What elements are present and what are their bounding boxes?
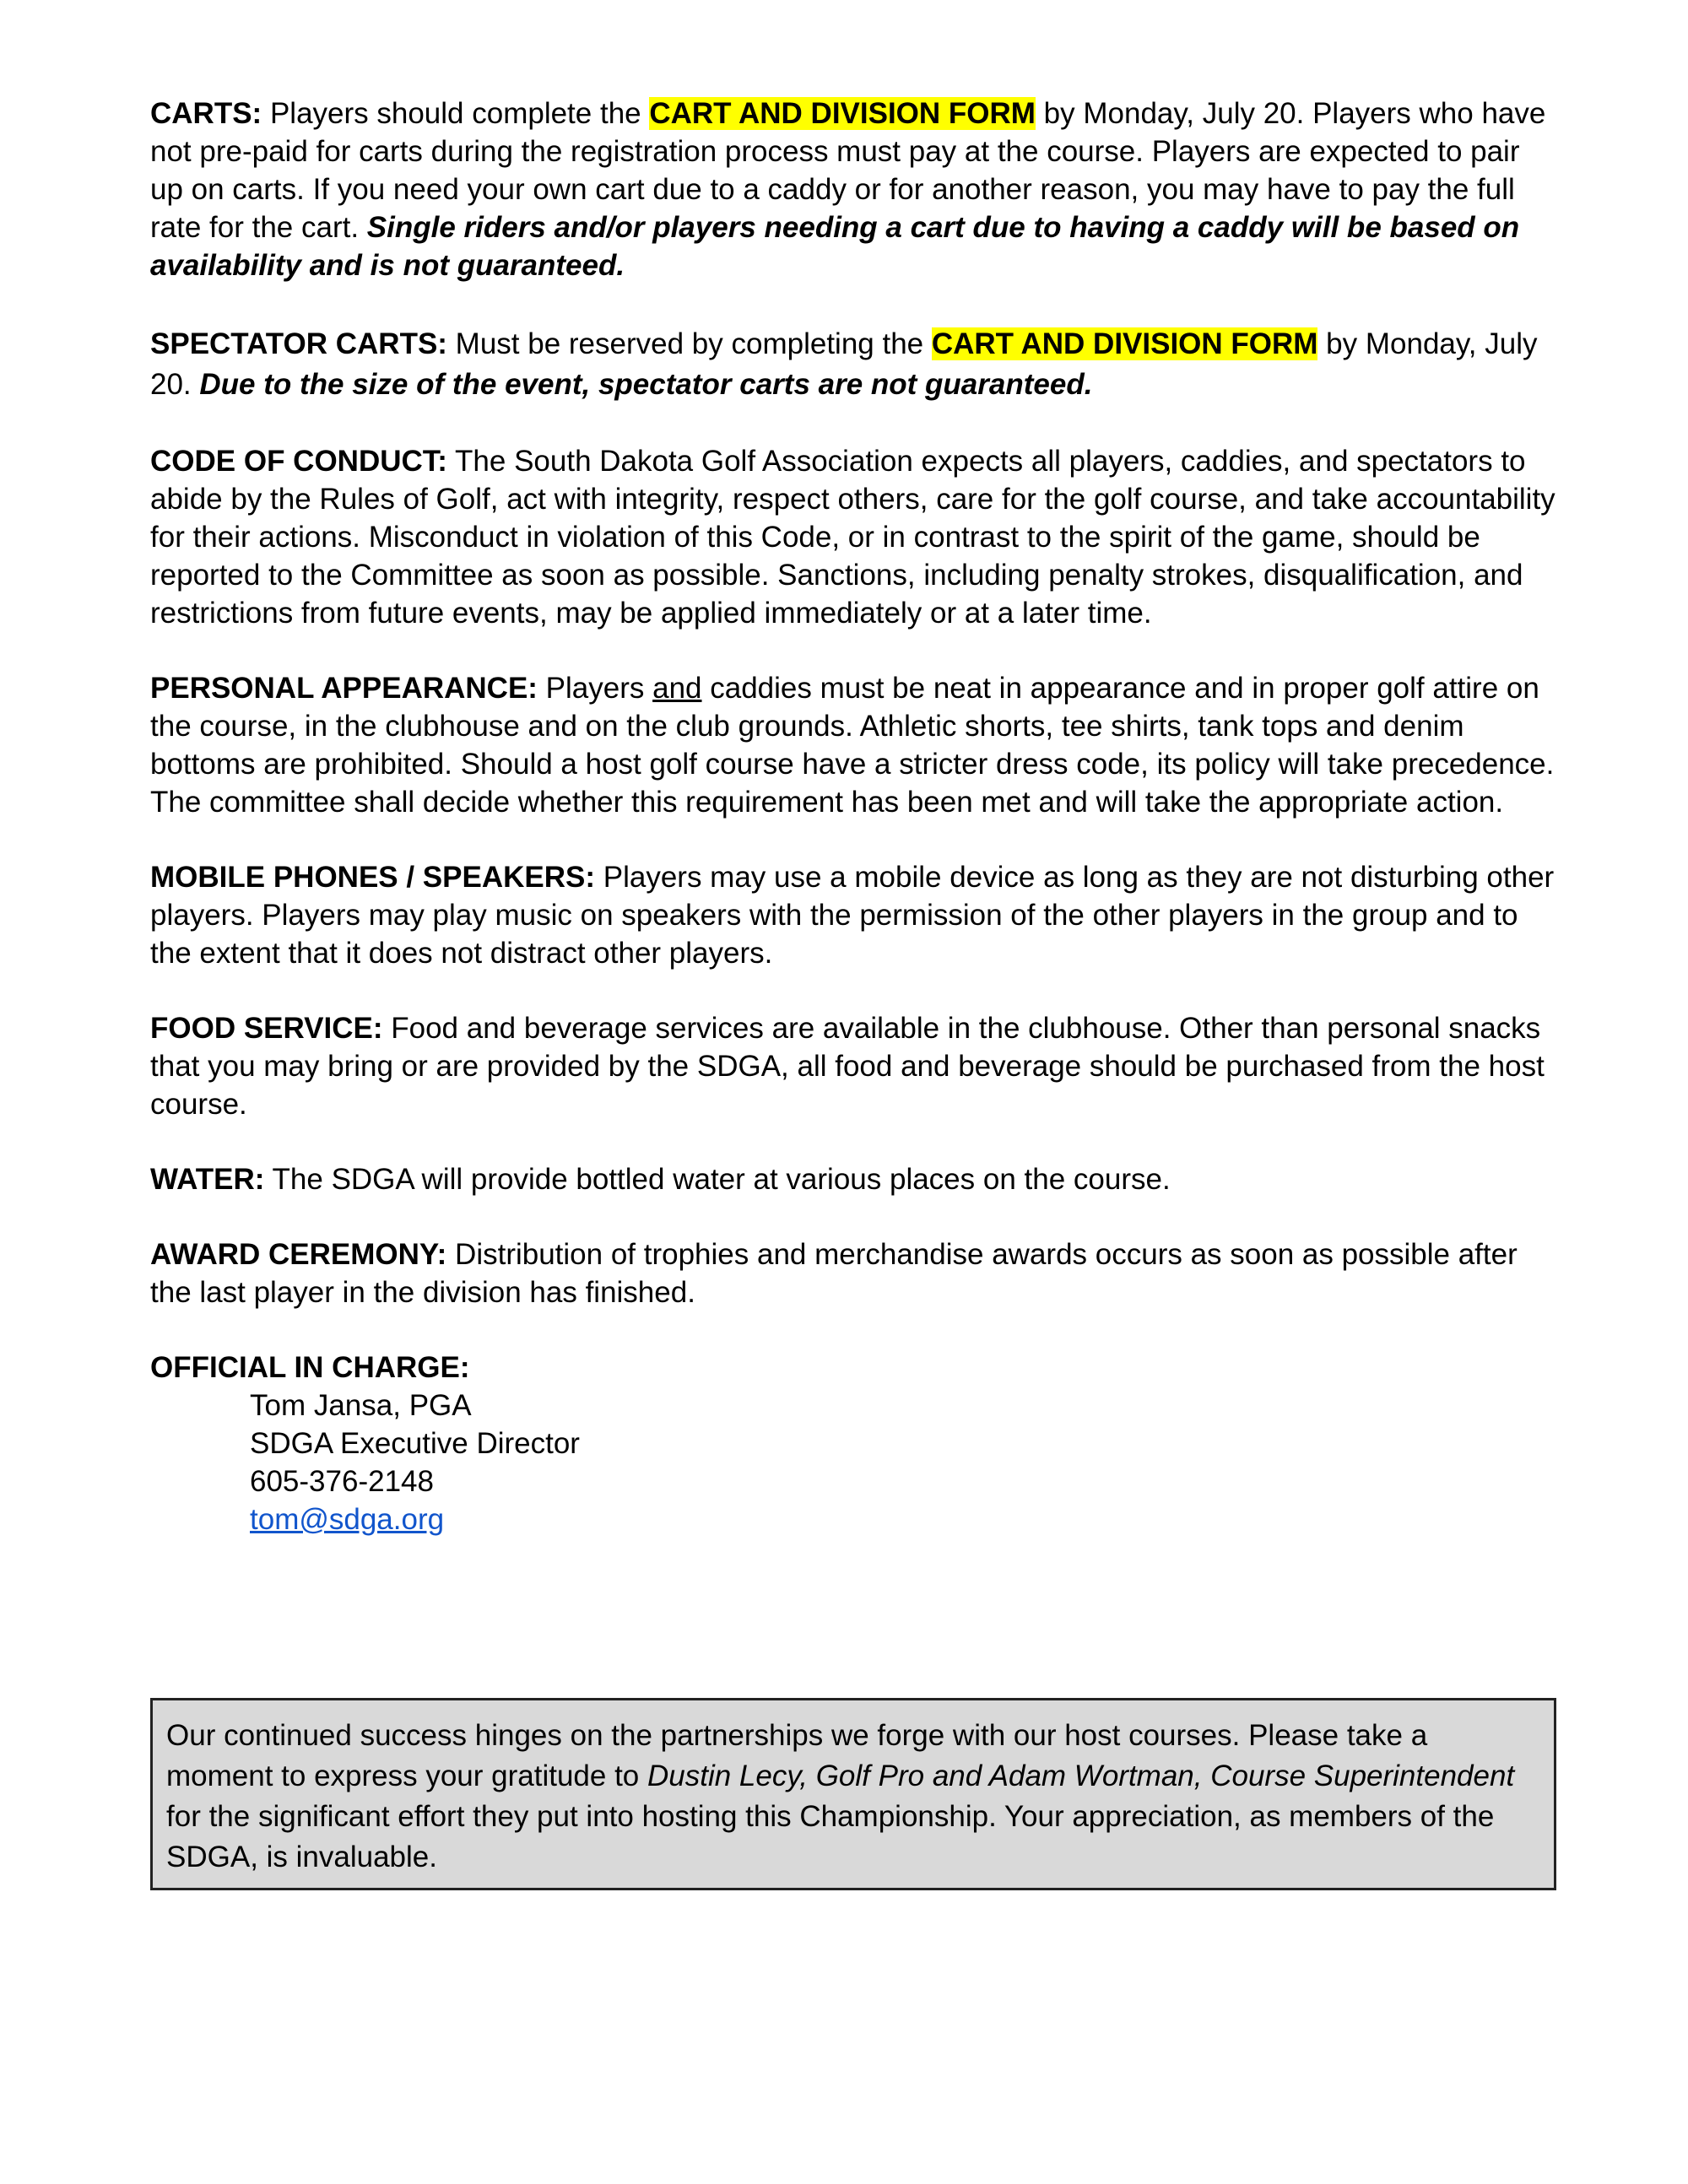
personal-appearance-text-1: Players — [537, 672, 653, 705]
carts-emphasis: Single riders and/or players needing a cart due to having a caddy will be based on availability and is not guaranteed. — [150, 211, 1520, 282]
personal-appearance-text-2: caddies must be neat in appearance and in proper golf attire on the course, in the clubhouse and on the club grounds. Athletic shorts, tee shirts, tank tops and denim bottoms are prohibited. Should a host golf course have a stricter dress code, its policy will take precedence. The committee shall decide whether this requirement has been met and will take the appropriate action. — [150, 672, 1555, 819]
personal-appearance-label: PERSONAL APPEARANCE: — [150, 672, 538, 705]
spectator-carts-section — [150, 324, 1556, 405]
carts-text-2: by Monday, July 20. Players who have not pre-paid for carts during the registration process must pay at the course. Players are expected to pair up on carts. If you need your own cart due to a caddy or for another reason, you may have to pay the full rate for the cart. — [150, 97, 1546, 244]
water-section — [150, 1160, 1556, 1198]
award-ceremony-section — [150, 1235, 1556, 1311]
water-text: The SDGA will provide bottled water at various places on the course. — [264, 1163, 1171, 1196]
carts-label: CARTS: — [150, 97, 262, 130]
carts-text-1: Players should complete the — [262, 97, 650, 130]
code-of-conduct-section — [150, 442, 1556, 632]
host-course-thanks-box — [150, 1698, 1556, 1890]
code-of-conduct-text: The South Dakota Golf Association expects all players, caddies, and spectators to abide by the Rules of Golf, act with integrity, respect others, care for the golf course, and take accountability for their actions. Misconduct in violation of this Code, or in contrast to the spirit of the game, should be reported to the Committee as soon as possible. Sanctions, including penalty strokes, disqualification, and restrictions from future events, may be applied immediately or at a later time. — [150, 445, 1555, 630]
thanks-text-2: for the significant effort they put into hosting this Championship. Your appreciation, as members of the SDGA, is invaluable. — [166, 1800, 1495, 1873]
personal-appearance-underlined: and — [652, 672, 702, 705]
spectator-cart-division-form-link: CART AND DIVISION FORM — [931, 327, 1318, 360]
food-service-text: Food and beverage services are available in the clubhouse. Other than personal snacks that you may bring or are provided by the SDGA, all food and beverage should be purchased from the host course. — [150, 1012, 1545, 1121]
official-email-link[interactable]: tom@sdga.org — [250, 1503, 445, 1536]
official-title: SDGA Executive Director — [250, 1427, 580, 1460]
food-service-label: FOOD SERVICE: — [150, 1012, 383, 1045]
personal-appearance-section — [150, 669, 1556, 821]
spectator-carts-emphasis: Due to the size of the event, spectator carts are not guaranteed. — [199, 368, 1093, 401]
thanks-names: Dustin Lecy, Golf Pro and Adam Wortman, Course Superintendent — [647, 1760, 1515, 1792]
document-body — [150, 95, 1556, 1538]
food-service-section — [150, 1009, 1556, 1123]
official-contact — [250, 1387, 1556, 1538]
spectator-carts-text-1: Must be reserved by completing the — [446, 327, 932, 360]
mobile-phones-text: Players may use a mobile device as long as they are not disturbing other players. Players may play music on speakers with the permission of the other players in the group and to the extent that it does not distract other players. — [150, 861, 1555, 970]
award-ceremony-text: Distribution of trophies and merchandise awards occurs as soon as possible after the last player in the division has finished. — [150, 1238, 1518, 1309]
official-name: Tom Jansa, PGA — [250, 1389, 472, 1422]
official-label: OFFICIAL IN CHARGE: — [150, 1351, 470, 1384]
official-phone: 605-376-2148 — [250, 1465, 434, 1498]
spectator-carts-text-2: by Monday, July 20. — [150, 327, 1538, 401]
water-label: WATER: — [150, 1163, 265, 1196]
award-ceremony-label: AWARD CEREMONY: — [150, 1238, 447, 1271]
thanks-text-1: Our continued success hinges on the partnerships we forge with our host courses. Please take a moment to express your gratitude to — [166, 1719, 1428, 1792]
code-of-conduct-label: CODE OF CONDUCT: — [150, 445, 447, 478]
cart-division-form-link: CART AND DIVISION FORM — [649, 97, 1036, 130]
carts-section — [150, 95, 1556, 284]
mobile-phones-label: MOBILE PHONES / SPEAKERS: — [150, 861, 596, 894]
official-in-charge-section — [150, 1349, 1556, 1538]
spectator-carts-label: SPECTATOR CARTS: — [150, 327, 447, 360]
mobile-phones-section — [150, 858, 1556, 972]
